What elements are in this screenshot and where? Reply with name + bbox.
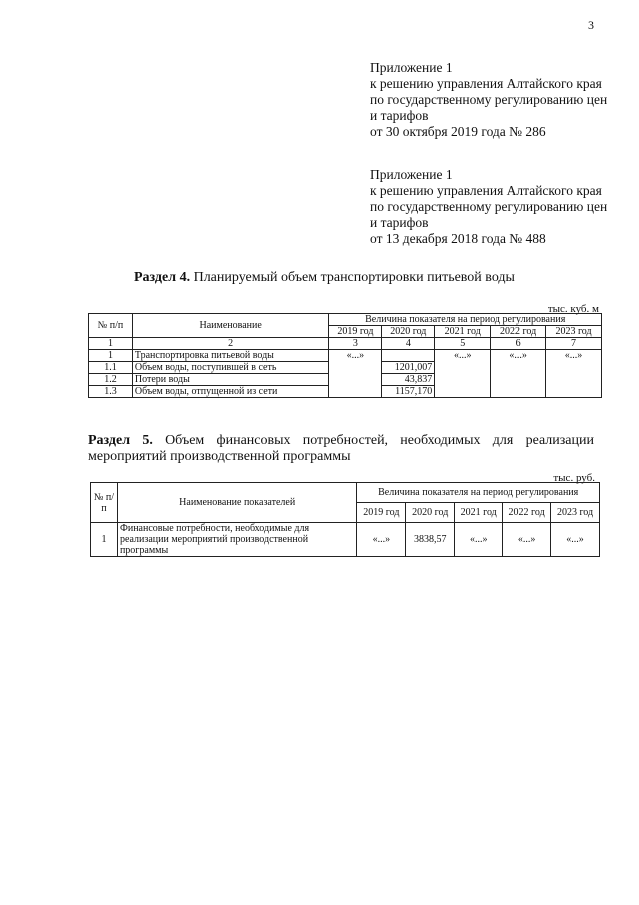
appendix-line: по государственному регулированию цен (370, 199, 608, 214)
row-value (491, 362, 546, 374)
header-year: 2021 год (435, 326, 491, 338)
row-value (435, 386, 491, 398)
section5-title-text-line2: мероприятий производственной программы (88, 449, 351, 464)
appendix-line: Приложение 1 (370, 60, 453, 75)
header-num: № п/п (91, 483, 118, 523)
index-cell: 5 (435, 338, 491, 350)
row-value (491, 374, 546, 386)
row-name: Транспортировка питьевой воды (132, 350, 329, 362)
header-period: Величина показателя на период регулирования (357, 483, 600, 503)
index-cell: 3 (329, 338, 382, 350)
table-row (89, 350, 602, 362)
index-cell: 7 (546, 338, 602, 350)
appendix-line: к решению управления Алтайского края (370, 76, 602, 91)
row-num: 1.1 (89, 362, 133, 374)
section4-unit: тыс. куб. м (547, 303, 599, 315)
header-year: 2019 год (329, 326, 382, 338)
row-value: 43,837 (382, 374, 435, 386)
row-value (329, 374, 382, 386)
section5-label: Раздел 5. (88, 433, 153, 448)
index-cell: 6 (491, 338, 546, 350)
appendix-line: и тарифов (370, 215, 429, 230)
row-value: «...» (503, 523, 551, 557)
header-year: 2020 год (382, 326, 435, 338)
row-value: 1157,170 (382, 386, 435, 398)
table-header-row (89, 314, 602, 326)
appendix-header-original (370, 167, 630, 247)
row-value: «...» (546, 350, 602, 362)
row-num: 1.3 (89, 386, 133, 398)
header-year: 2021 год (455, 503, 503, 523)
row-value (435, 362, 491, 374)
row-name: Объем воды, поступившей в сеть (132, 362, 329, 374)
table-header-row (91, 483, 600, 503)
table-row (89, 362, 602, 374)
row-name: Потери воды (132, 374, 329, 386)
header-year: 2022 год (503, 503, 551, 523)
page-number: 3 (588, 18, 594, 32)
table-row (89, 386, 602, 398)
header-period: Величина показателя на период регулирования (329, 314, 602, 326)
appendix-line: от 13 декабря 2018 года № 488 (370, 231, 546, 246)
section4-title (134, 270, 515, 286)
row-num: 1 (91, 523, 118, 557)
header-name: Наименование (132, 314, 329, 338)
header-year: 2023 год (551, 503, 600, 523)
section4-table (88, 313, 602, 398)
row-name: Финансовые потребности, необходимые для реализации мероприятий производственной программы (117, 523, 356, 557)
row-value: «...» (551, 523, 600, 557)
section5-unit: тыс. руб. (553, 472, 595, 484)
section4-label: Раздел 4. (134, 270, 191, 285)
row-value (491, 386, 546, 398)
appendix-header-current (370, 60, 630, 140)
row-value (382, 350, 435, 362)
row-value: «...» (435, 350, 491, 362)
section5-title (88, 433, 594, 465)
row-value: 3838,57 (406, 523, 455, 557)
section4-title-text: Планируемый объем транспортировки питьевой воды (190, 270, 515, 285)
row-value: «...» (329, 350, 382, 362)
row-value (546, 386, 602, 398)
row-value: 1201,007 (382, 362, 435, 374)
table-row (91, 523, 600, 557)
row-value: «...» (357, 523, 406, 557)
row-value: «...» (455, 523, 503, 557)
row-value (546, 362, 602, 374)
header-year: 2023 год (546, 326, 602, 338)
row-value (329, 386, 382, 398)
index-cell: 4 (382, 338, 435, 350)
appendix-line: от 30 октября 2019 года № 286 (370, 124, 546, 139)
header-num: № п/п (89, 314, 133, 338)
row-num: 1.2 (89, 374, 133, 386)
index-cell: 2 (132, 338, 329, 350)
appendix-line: и тарифов (370, 108, 429, 123)
appendix-line: Приложение 1 (370, 167, 453, 182)
table-row (89, 374, 602, 386)
row-num: 1 (89, 350, 133, 362)
section5-title-text: Объем финансовых потребностей, необходимых для реализации (152, 433, 594, 448)
appendix-line: к решению управления Алтайского края (370, 183, 602, 198)
appendix-line: по государственному регулированию цен (370, 92, 608, 107)
index-cell: 1 (89, 338, 133, 350)
header-year: 2019 год (357, 503, 406, 523)
row-value: «...» (491, 350, 546, 362)
row-value (435, 374, 491, 386)
table-index-row (89, 338, 602, 350)
row-value (329, 362, 382, 374)
header-year: 2020 год (406, 503, 455, 523)
row-name: Объем воды, отпущенной из сети (132, 386, 329, 398)
section5-table (90, 482, 600, 557)
header-year: 2022 год (491, 326, 546, 338)
row-value (546, 374, 602, 386)
header-name: Наименование показателей (117, 483, 356, 523)
